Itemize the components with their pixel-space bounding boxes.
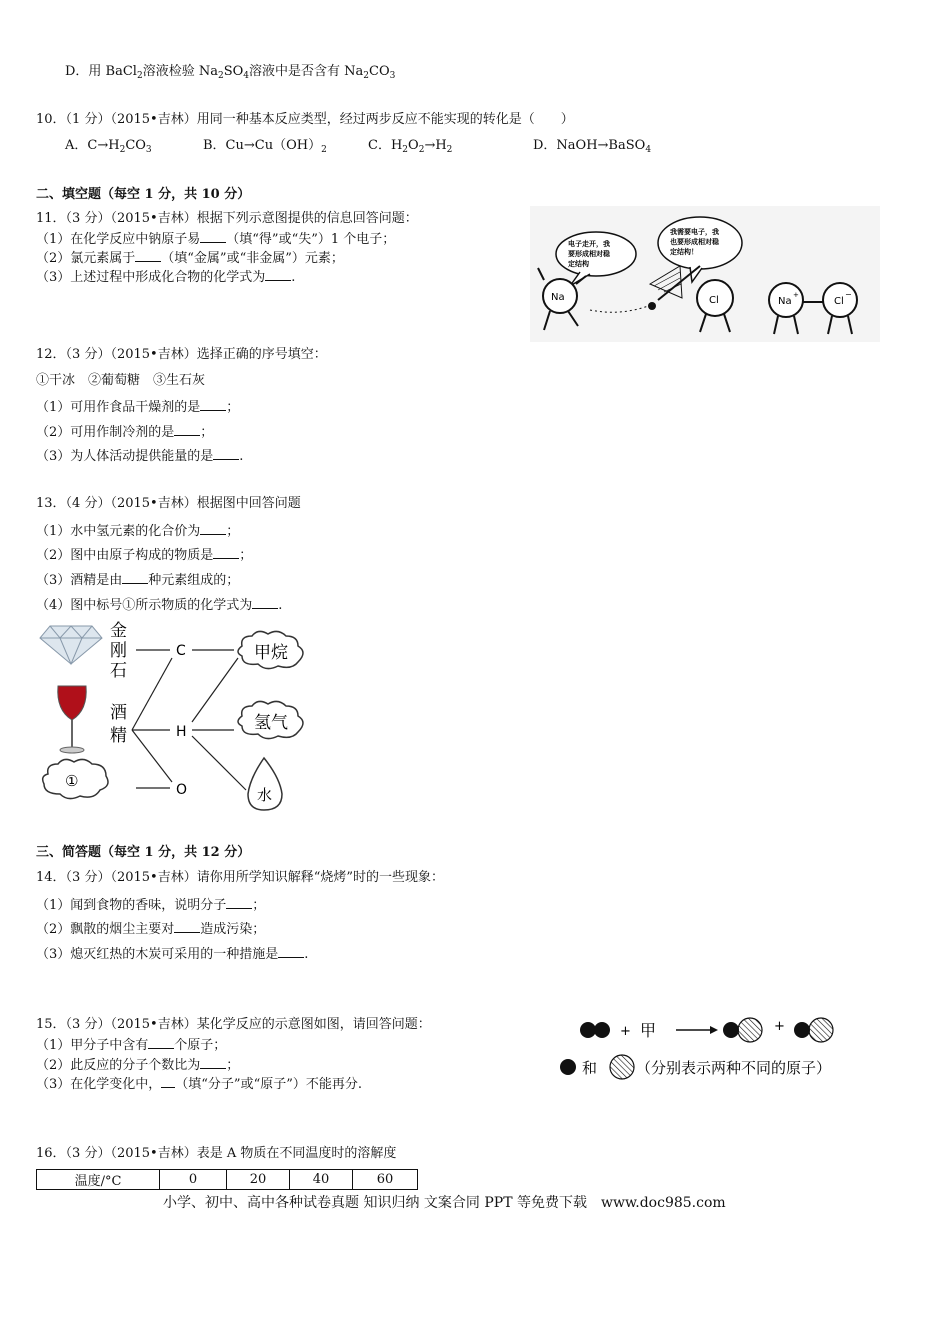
- q12-stem: 12．（3 分）（2015•吉林）选择正确的序号填空：: [36, 347, 327, 362]
- q11-stem: 11．（3 分）（2015•吉林）根据下列示意图提供的信息回答问题：: [36, 211, 418, 226]
- q13-line-4: （4）图中标号①所示物质的化学式为 .: [36, 598, 283, 613]
- answer-blank[interactable]: [174, 920, 200, 933]
- answer-blank[interactable]: [200, 398, 226, 411]
- alcohol-label: 酒: [110, 703, 127, 723]
- svg-text:甲烷: 甲烷: [254, 643, 288, 663]
- answer-blank[interactable]: [122, 571, 148, 584]
- svg-text:水: 水: [257, 786, 273, 804]
- svg-text:Cl: Cl: [834, 296, 844, 307]
- q15-line-2: （2）此反应的分子个数比为 ；: [36, 1058, 240, 1073]
- hatched-atom-legend: [610, 1055, 634, 1079]
- q15-line-1: （1）甲分子中含有 个原子；: [36, 1038, 227, 1053]
- svg-text:定结构: 定结构: [568, 260, 589, 268]
- svg-text:氢气: 氢气: [254, 713, 288, 733]
- answer-blank[interactable]: [278, 945, 304, 958]
- answer-blank[interactable]: [174, 423, 200, 436]
- legend-text: （分别表示两种不同的原子）: [636, 1059, 832, 1077]
- diamond-icon: [40, 626, 102, 664]
- answer-blank[interactable]: [200, 230, 226, 243]
- q16-stem: 16．（3 分）（2015•吉林）表是 A 物质在不同温度时的溶解度: [36, 1146, 397, 1161]
- table-header-temperature: 温度/°C: [37, 1170, 160, 1190]
- svg-text:要形成相对稳: 要形成相对稳: [568, 250, 610, 258]
- answer-blank[interactable]: [148, 1036, 174, 1049]
- svg-text:Na: Na: [778, 296, 792, 307]
- carbon-node: C: [176, 643, 186, 659]
- table-row: [37, 1170, 418, 1190]
- q14-line-1: （1）闻到食物的香味，说明分子 ；: [36, 898, 266, 913]
- q10-stem: 10．（1 分）（2015•吉林）用同一种基本反应类型，经过两步反应不能实现的转化是（ ）: [36, 112, 574, 127]
- q13-stem: 13．（4 分）（2015•吉林）根据图中回答问题: [36, 496, 301, 511]
- answer-blank[interactable]: [200, 1056, 226, 1069]
- answer-blank[interactable]: [135, 249, 161, 262]
- answer-blank[interactable]: [200, 522, 226, 535]
- connection-lines: [132, 650, 246, 790]
- section-2-heading: 二、填空题（每空 1 分，共 10 分）: [36, 187, 251, 202]
- oxygen-node: O: [176, 782, 188, 798]
- q10-option-d: D．NaOH→BaSO$_4$: [533, 138, 652, 155]
- svg-text:Na: Na: [551, 292, 565, 303]
- answer-blank[interactable]: [265, 268, 291, 281]
- answer-blank[interactable]: [161, 1075, 175, 1088]
- q12-line-1: （1）可用作食品干燥剂的是 ；: [36, 400, 240, 415]
- reactant-jia: 甲: [640, 1021, 657, 1040]
- q13-line-2: （2）图中由原子构成的物质是 ；: [36, 548, 253, 563]
- table-cell: 40: [290, 1170, 353, 1190]
- svg-text:和: 和: [582, 1059, 598, 1077]
- q11-line-2: （2）氯元素属于 （填“金属”或“非金属”）元素；: [36, 251, 344, 266]
- q14-line-3: （3）熄灭红热的木炭可采用的一种措施是 .: [36, 947, 309, 962]
- q15-stem: 15．（3 分）（2015•吉林）某化学反应的示意图如图，请回答问题：: [36, 1017, 431, 1032]
- q10-option-c: C．$H_2O_2\to H_2$: [368, 138, 453, 155]
- q14-line-2: （2）飘散的烟尘主要对 造成污染；: [36, 922, 266, 937]
- svg-text:−: −: [845, 290, 852, 299]
- diamond-label: 金: [110, 621, 127, 641]
- answer-blank[interactable]: [213, 546, 239, 559]
- svg-text:+: +: [774, 1019, 785, 1034]
- svg-text:石: 石: [110, 661, 127, 681]
- answer-blank[interactable]: [252, 596, 278, 609]
- black-atom-legend: [560, 1059, 576, 1075]
- q11-line-3: （3）上述过程中形成化合物的化学式为 .: [36, 270, 296, 285]
- table-cell: 60: [353, 1170, 418, 1190]
- svg-text:也要形成相对稳: 也要形成相对稳: [670, 238, 719, 246]
- q10-option-a: A．$C\to H_2CO_3$: [65, 138, 152, 155]
- reactant-molecule: [580, 1022, 610, 1038]
- svg-text:刚: 刚: [110, 641, 127, 661]
- svg-text:①: ①: [65, 772, 79, 790]
- plus-sign: +: [620, 1024, 631, 1039]
- q12-line-3: （3）为人体活动提供能量的是 .: [36, 449, 244, 464]
- q12-options: ①干冰 ②葡萄糖 ③生石灰: [36, 373, 206, 388]
- product-molecule-1: [723, 1018, 762, 1042]
- answer-blank[interactable]: [226, 896, 252, 909]
- svg-text:Cl: Cl: [709, 295, 719, 306]
- svg-text:定结构！: 定结构！: [670, 248, 698, 256]
- q11-cartoon-figure: [530, 206, 880, 342]
- q11-line-1: （1）在化学反应中钠原子易 （填“得”或“失”）1 个电子；: [36, 232, 396, 247]
- product-molecule-2: [794, 1018, 833, 1042]
- svg-text:精: 精: [110, 726, 127, 746]
- q14-stem: 14．（3 分）（2015•吉林）请你用所学知识解释“烧烤”时的一些现象：: [36, 870, 444, 885]
- section-3-heading: 三、简答题（每空 1 分，共 12 分）: [36, 845, 251, 860]
- q10-option-b: B．$Cu\to Cu(OH)_2$: [203, 138, 327, 155]
- q13-line-1: （1）水中氢元素的化合价为 ；: [36, 524, 240, 539]
- table-cell: 20: [227, 1170, 290, 1190]
- q13-line-3: （3）酒精是由 种元素组成的；: [36, 573, 240, 588]
- answer-blank[interactable]: [213, 447, 239, 460]
- page-footer: 小学、初中、高中各种试卷真题 知识归纳 文案合同 PPT 等免费下载 www.doc985.com: [163, 1195, 726, 1211]
- q15-line-3: （3）在化学变化中， （填“分子”或“原子”）不能再分.: [36, 1077, 362, 1092]
- wine-glass-icon: [58, 686, 86, 753]
- q15-reaction-diagram: [556, 1013, 876, 1083]
- q12-line-2: （2）可用作制冷剂的是 ；: [36, 425, 214, 440]
- solubility-table: [36, 1169, 418, 1190]
- q9-option-d: D．用 BaCl$_2$溶液检验 $Na_2SO_4$溶液中是否含有 $Na_2CO_3$: [65, 64, 396, 81]
- bubble-na-text: 电子走开，我: [568, 240, 610, 248]
- table-cell: 0: [160, 1170, 227, 1190]
- q13-element-diagram: [36, 618, 316, 816]
- hydrogen-node: H: [176, 724, 187, 740]
- svg-text:我需要电子，我: 我需要电子，我: [670, 228, 719, 236]
- svg-text:+: +: [793, 291, 799, 299]
